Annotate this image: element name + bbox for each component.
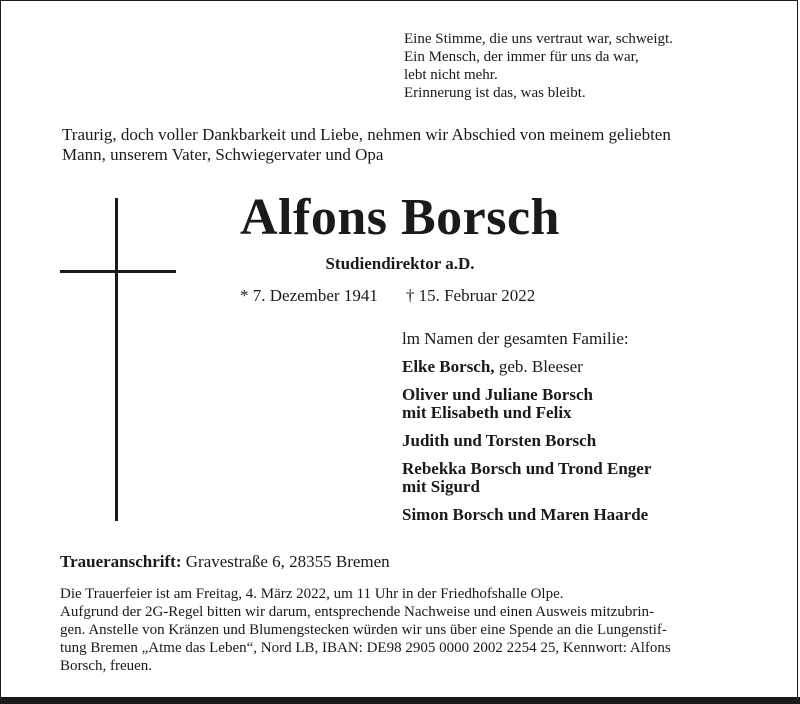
- family-entry-line: mit Sigurd: [402, 477, 480, 496]
- poem-line: Ein Mensch, der immer für uns da war,: [404, 49, 639, 65]
- family-entry: [402, 506, 651, 524]
- family-entry-line: Simon Borsch und Maren Haarde: [402, 505, 649, 524]
- poem: [404, 30, 673, 102]
- intro-line: Mann, unserem Vater, Schwiegervater und Opa: [62, 145, 384, 164]
- family-entry-line: mit Elisabeth und Felix: [402, 403, 572, 422]
- family-entry: [402, 358, 651, 376]
- deceased-title: Studiendirektor a.D.: [325, 254, 475, 273]
- funeral-notice: [60, 585, 760, 675]
- family-entry-name: Elke Borsch,: [402, 357, 495, 376]
- address-value: Gravestraße 6, 28355 Bremen: [181, 552, 390, 571]
- birth-date: * 7. Dezember 1941: [240, 286, 378, 305]
- life-dates: [240, 286, 535, 306]
- family-entry-line: Rebekka Borsch und Trond Enger: [402, 459, 652, 478]
- family-entry-line: Judith und Torsten Borsch: [402, 431, 597, 450]
- family-entry: [402, 460, 651, 496]
- family-entry-note: geb. Bleeser: [494, 357, 583, 376]
- frame-bottom-bar: [0, 697, 800, 704]
- family-entry: [402, 386, 651, 422]
- mourning-address: [60, 552, 390, 572]
- family-lead: lm Namen der gesamten Familie:: [402, 329, 629, 348]
- family-list: [402, 330, 651, 524]
- family-entry-line: Oliver und Juliane Borsch: [402, 385, 593, 404]
- notice-line: Die Trauerfeier ist am Freitag, 4. März 2022, um 11 Uhr in der Friedhofshalle Olpe.: [60, 586, 564, 602]
- intro-text: [62, 125, 762, 165]
- poem-line: Eine Stimme, die uns vertraut war, schweigt.: [404, 31, 673, 47]
- notice-line: Aufgrund der 2G-Regel bitten wir darum, entsprechende Nachweise und einen Ausweis mitzubrin-: [60, 604, 654, 620]
- death-date: † 15. Februar 2022: [405, 286, 536, 305]
- family-entry: [402, 432, 651, 450]
- address-label: Traueranschrift:: [60, 552, 182, 571]
- intro-line: Traurig, doch voller Dankbarkeit und Liebe, nehmen wir Abschied von meinem geliebten: [62, 125, 671, 144]
- notice-line: Borsch, freuen.: [60, 658, 153, 674]
- poem-line: lebt nicht mehr.: [404, 67, 498, 83]
- poem-line: Erinnerung ist das, was bleibt.: [404, 85, 586, 101]
- notice-line: tung Bremen „Atme das Leben“, Nord LB, IBAN: DE98 2905 0000 2002 2254 25, Kennwort: Alfons: [60, 640, 671, 656]
- deceased-name: Alfons Borsch: [240, 189, 560, 246]
- notice-line: gen. Anstelle von Kränzen und Blumengstecken würden wir uns über eine Spende an die Lungenstif-: [60, 622, 667, 638]
